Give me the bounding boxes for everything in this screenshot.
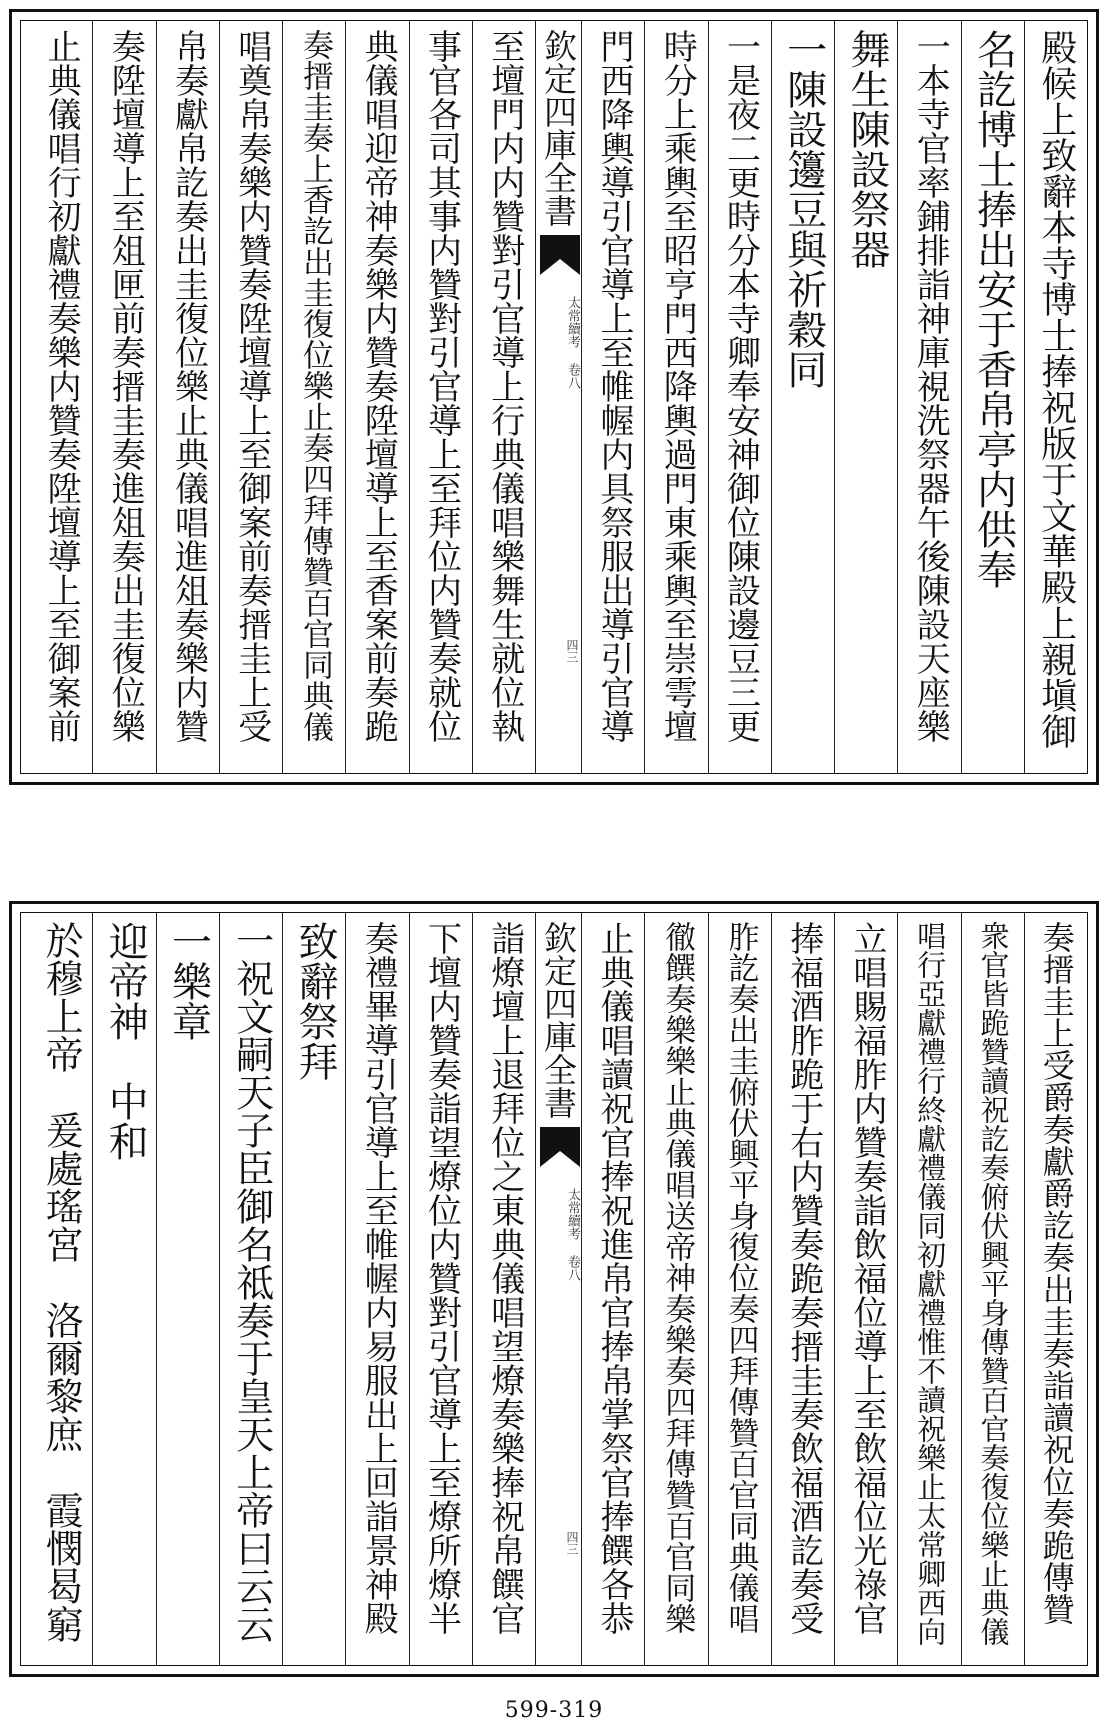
column-text: 致辭祭拜 xyxy=(292,921,338,1081)
bottom-text-column xyxy=(834,913,897,1665)
bottom-text-column xyxy=(472,913,535,1665)
column-text: 奏搢圭上受爵奏獻爵訖奏出圭奏詣讀祝位奏跪傳贊 xyxy=(1037,921,1076,1625)
top-text-column xyxy=(409,21,472,773)
bottom-text-column xyxy=(897,913,960,1665)
column-text: 時分上乘輿至昭亨門西降輿過門東乘輿至崇雩壇 xyxy=(657,29,698,743)
folio-number: 599-319 xyxy=(504,1698,604,1723)
banner-book: 太常續考 xyxy=(565,296,580,348)
banner-leaf-number: 四三 xyxy=(565,639,579,663)
column-text: 舞生陳設祭器 xyxy=(844,29,890,269)
column-text: 名訖博士捧出安于香帛亭内供奉 xyxy=(970,29,1017,589)
banner-book: 太常續考 xyxy=(565,1188,580,1240)
bottom-text-column xyxy=(92,913,155,1665)
column-text: 一本寺官率鋪排詣神庫視洗祭器午後陳設天座樂 xyxy=(910,29,951,743)
column-text: 止典儀唱行初獻禮奏樂内贊奏陞壇導上至御案前 xyxy=(41,29,82,743)
top-text-column xyxy=(897,21,960,773)
top-text-column xyxy=(771,21,834,773)
banner-title: 欽定四庫全書 xyxy=(539,29,578,227)
top-text-column xyxy=(961,21,1024,773)
bottom-text-column xyxy=(409,913,472,1665)
column-text: 一是夜二更時分本寺卿奉安神御位陳設邊豆三更 xyxy=(720,29,761,743)
column-text: 一陳設籩豆與祈穀同 xyxy=(780,29,827,389)
top-text-column xyxy=(644,21,707,773)
banner-volume: 卷八 xyxy=(565,1255,580,1281)
bottom-text-column xyxy=(282,913,345,1665)
top-text-column xyxy=(708,21,771,773)
bottom-text-column xyxy=(219,913,282,1665)
column-text: 下壇内贊奏詣望燎位内贊對引官導上至燎所燎半 xyxy=(421,921,462,1635)
column-text: 帛奏獻帛訖奏出圭復位樂止典儀唱進俎奏樂内贊 xyxy=(168,29,209,743)
top-text-column xyxy=(345,21,408,773)
column-text: 殿候上致辭本寺博士捧祝版于文華殿上親塡御 xyxy=(1035,29,1077,749)
column-text: 於穆上帝 爰處瑤宮 洛爾黎庶 霞憫曷窮 xyxy=(39,921,84,1643)
top-text-column xyxy=(92,21,155,773)
banner-title: 欽定四庫全書 xyxy=(539,921,578,1119)
bottom-text-column xyxy=(708,913,771,1665)
column-text: 至壇門内内贊對引官導上行典儀唱樂舞生就位執 xyxy=(484,29,525,743)
column-text: 迎帝神 中和 xyxy=(102,921,149,1161)
bottom-page-frame xyxy=(20,912,1088,1666)
column-text: 唱行亞獻禮行終獻禮儀同初獻禮惟不讀祝樂止太常卿西向 xyxy=(913,921,948,1646)
bottom-banner xyxy=(535,913,581,1665)
column-text: 一樂章 xyxy=(165,921,212,1041)
banner-volume: 卷八 xyxy=(565,363,580,389)
column-text: 詣燎壇上退拜位之東典儀唱望燎奏樂捧祝帛饌官 xyxy=(484,921,525,1635)
banner-book-title xyxy=(536,1188,581,1281)
top-text-column xyxy=(219,21,282,773)
top-text-column xyxy=(834,21,897,773)
top-text-column xyxy=(581,21,644,773)
bottom-text-column xyxy=(581,913,644,1665)
column-text: 典儀唱迎帝神奏樂内贊奏陞壇導上至香案前奏跪 xyxy=(358,29,399,743)
bottom-page xyxy=(9,901,1099,1677)
bottom-text-column xyxy=(156,913,219,1665)
bottom-text-column xyxy=(1024,913,1087,1665)
top-banner xyxy=(535,21,581,773)
top-columns xyxy=(21,21,1087,773)
column-text: 止典儀唱讀祝官捧祝進帛官捧帛掌祭官捧饌各恭 xyxy=(594,921,634,1635)
column-text: 奏禮畢導引官導上至帷幄内易服出上回詣景神殿 xyxy=(358,921,399,1635)
bottom-columns xyxy=(21,913,1087,1665)
column-text: 立唱賜福胙内贊奏詣飲福位導上至飲福位光祿官 xyxy=(847,921,887,1635)
top-page-frame xyxy=(20,20,1088,774)
bottom-text-column xyxy=(644,913,707,1665)
bottom-text-column xyxy=(771,913,834,1665)
banner-book-title xyxy=(536,296,581,389)
bottom-text-column xyxy=(29,913,92,1665)
column-text: 衆官皆跪贊讀祝訖奏俯伏興平身傳贊百官奏復位樂止典儀 xyxy=(976,921,1011,1646)
top-text-column xyxy=(472,21,535,773)
bottom-text-column xyxy=(345,913,408,1665)
banner-leaf-number: 四三 xyxy=(565,1531,579,1555)
column-text: 捧福酒胙跪于右内贊奏跪奏搢圭奏飲福酒訖奏受 xyxy=(783,921,824,1635)
top-page xyxy=(9,9,1099,785)
top-text-column xyxy=(156,21,219,773)
column-text: 唱奠帛奏樂内贊奏陞壇導上至御案前奏搢圭上受 xyxy=(231,29,272,743)
column-text: 徹饌奏樂樂止典儀唱送帝神奏樂奏四拜傳贊百官同樂 xyxy=(659,921,696,1634)
bottom-text-column xyxy=(961,913,1024,1665)
top-text-column xyxy=(282,21,345,773)
column-text: 一祝文嗣天子臣御名祗奏于皇天上帝曰云云 xyxy=(229,921,274,1643)
top-text-column xyxy=(29,21,92,773)
column-text: 事官各司其事内贊對引官導上至拜位内贊奏就位 xyxy=(421,29,462,743)
fish-tail-mark-icon xyxy=(540,235,580,279)
top-text-column xyxy=(1024,21,1087,773)
column-text: 胙訖奏出圭俯伏興平身復位奏四拜傳贊百官同典儀唱 xyxy=(722,921,759,1634)
column-text: 奏搢圭奏上香訖出圭復位樂止奏四拜傳贊百官同典儀 xyxy=(297,29,333,742)
column-text: 門西降輿導引官導上至帷幄内具祭服出導引官導 xyxy=(594,29,634,743)
column-text: 奏陞壇導上至俎匣前奏搢圭奏進俎奏出圭復位樂 xyxy=(105,29,146,743)
fish-tail-mark-icon xyxy=(540,1127,580,1171)
